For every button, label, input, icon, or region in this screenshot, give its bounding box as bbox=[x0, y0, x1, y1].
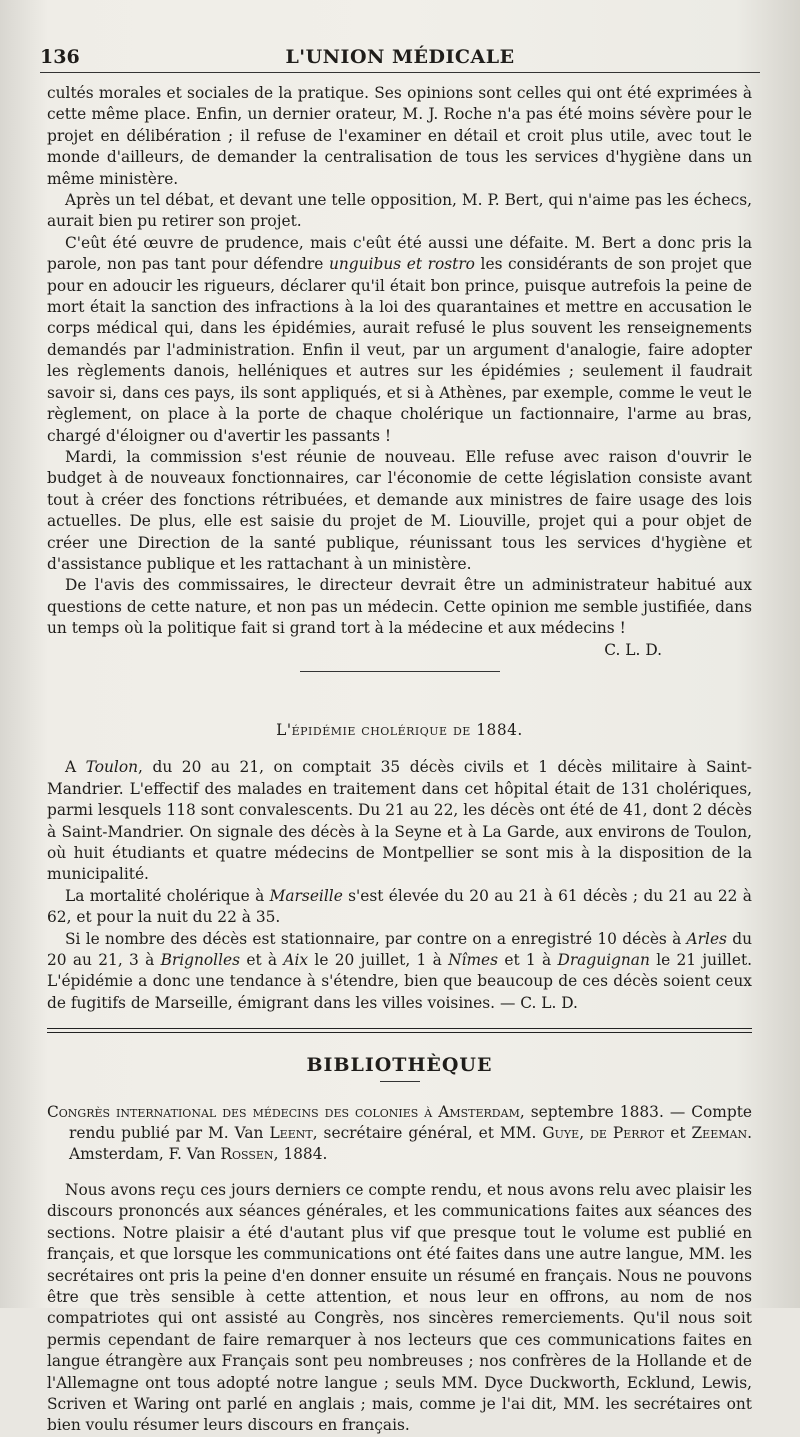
article-sanitary-debate bbox=[47, 83, 752, 661]
journal-title: L'UNION MÉDICALE bbox=[285, 46, 515, 68]
paragraph: C'eût été œuvre de prudence, mais c'eût été aussi une défaite. M. Bert a donc pris la parole, non pas tant pour défendre unguibus et rostro les considérants de son projet que pour en adoucir les rigueurs, déclarer qu'il était bon prince, puisque autrefois la peine de mort était la sanction des infractions à la loi des quarantaines et mettre en accusation le corps médical qui, dans les épidémies, aurait refusé le plus souvent les renseignements demandés par l'administration. Enfin il veut, par un argument d'analogie, faire adopter les règlements danois, helléniques et autres sur les épidémies ; seulement il faudrait savoir si, dans ces pays, ils sont appliqués, et si à Athènes, par exemple, comme le veut le règlement, on place à la porte de chaque cholérique un factionnaire, l'arme au bras, chargé d'éloigner ou d'avertir les passants ! bbox=[47, 233, 752, 445]
page-body bbox=[47, 83, 752, 1437]
double-divider bbox=[47, 1028, 752, 1033]
paragraph: Mardi, la commission s'est réunie de nouveau. Elle refuse avec raison d'ouvrir le budget à de nouveaux fonctionnaires, car l'économie de cette législation consiste avant tout à créer des fonctions rétribuées, et demande aux ministres de faire usage des lois actuelles. De plus, elle est saisie du projet de M. Liouville, projet qui a pour objet de créer une Direction de la santé publique, réunissant tous les services d'hygiène et d'assistance publique et les rattachant à un ministère. bbox=[47, 447, 752, 573]
place-name: Toulon bbox=[85, 758, 139, 777]
bibliographic-reference: Congrès international des médecins des colonies à Amsterdam, septembre 1883. — Compte rendu publié par M. Van Leent, secrétaire général, et MM. Guye, de Perrot et Zeeman. Amsterdam, F. Van Rossen, 1884. bbox=[47, 1102, 752, 1164]
author-signature: C. L. D. bbox=[604, 640, 662, 659]
heading-underline bbox=[380, 1081, 420, 1082]
paragraph: cultés morales et sociales de la pratique. Ses opinions sont celles qui ont été exprimées à cette même place. Enfin, un dernier orateur, M. J. Roche n'a pas été moins sévère pour le projet en délibération ; il refuse de l'examiner en détail et croit plus utile, avec tout le monde d'ailleurs, de demander la centralisation de tous les services d'hygiène dans un même ministère. bbox=[47, 84, 752, 188]
section-heading: BIBLIOTHÈQUE bbox=[306, 1054, 493, 1077]
page-header bbox=[40, 38, 760, 73]
paragraph: La mortalité cholérique à Marseille s'est élevée du 20 au 21 à 61 décès ; du 21 au 22 à 62, et pour la nuit du 22 à 35. bbox=[47, 886, 752, 927]
paragraph: Nous avons reçu ces jours derniers ce compte rendu, et nous avons relu avec plaisir les discours prononcés aux séances générales, et les communications faites aux séances des sections. Notre plaisir a été d'autant plus vif que presque tout le volume est publié en français, et que lorsque les communications ont été faites dans une autre langue, MM. les secrétaires ont pris la peine d'en donner ensuite un résumé en français. Nous ne pouvons être que très sensible à cette attention, et nous leur en offrons, au nom de nos compatriotes qui ont assisté au Congrès, nos sincères remerciements. Qu'il nous soit permis cependant de faire remarquer à nos lecteurs que ces communications faites en langue étrangère aux Français sont peu nombreuses ; nos confrères de la Hollande et de l'Allemagne ont tous adopté notre langue ; seuls MM. Dyce Duckworth, Ecklund, Lewis, Scriven et Waring ont parlé en anglais ; mais, comme je l'ai dit, MM. les secrétaires ont bien voulu résumer leurs discours en français. bbox=[47, 1180, 752, 1435]
section-heading: L'épidémie cholérique de 1884. bbox=[276, 720, 523, 739]
bibliotheque-section bbox=[47, 1055, 752, 1437]
paragraph: A Toulon, du 20 au 21, on comptait 35 décès civils et 1 décès militaire à Saint-Mandrier. L'effectif des malades en traitement dans cet hôpital était de 131 cholériques, parmi lesquels 118 sont convalescents. Du 21 au 22, les décès ont été de 41, dont 2 décès à Saint-Mandrier. On signale des décès à la Seyne et à La Garde, aux environs de Toulon, où huit étudiants et quatre médecins de Montpellier se sont mis à la disposition de la municipalité. bbox=[47, 758, 752, 884]
paragraph: Après un tel débat, et devant une telle opposition, M. P. Bert, qui n'aime pas les échecs, aurait bien pu retirer son projet. bbox=[47, 191, 752, 231]
latin-phrase: unguibus et rostro bbox=[328, 255, 475, 274]
paragraph: De l'avis des commissaires, le directeur devrait être un administrateur habitué aux questions de cette nature, et non pas un médecin. Cette opinion me semble justifiée, dans un temps où la politique fait si grand tort à la médecine et aux médecins ! bbox=[47, 576, 752, 638]
section-divider bbox=[300, 671, 500, 672]
page-number: 136 bbox=[40, 46, 80, 68]
paragraph: Si le nombre des décès est stationnaire, par contre on a enregistré 10 décès à Arles du 20 au 21, 3 à Brignolles et à Aix le 20 juillet, 1 à Nîmes et 1 à Draguignan le 21 juillet. L'épidémie a donc une tendance à s'étendre, bien que beaucoup de ces décès soient ceux de fugitifs de Marseille, émigrant dans les villes voisines. — C. L. D. bbox=[47, 929, 753, 1012]
place-name: Marseille bbox=[269, 886, 343, 905]
article-cholera-epidemic bbox=[47, 720, 752, 1014]
